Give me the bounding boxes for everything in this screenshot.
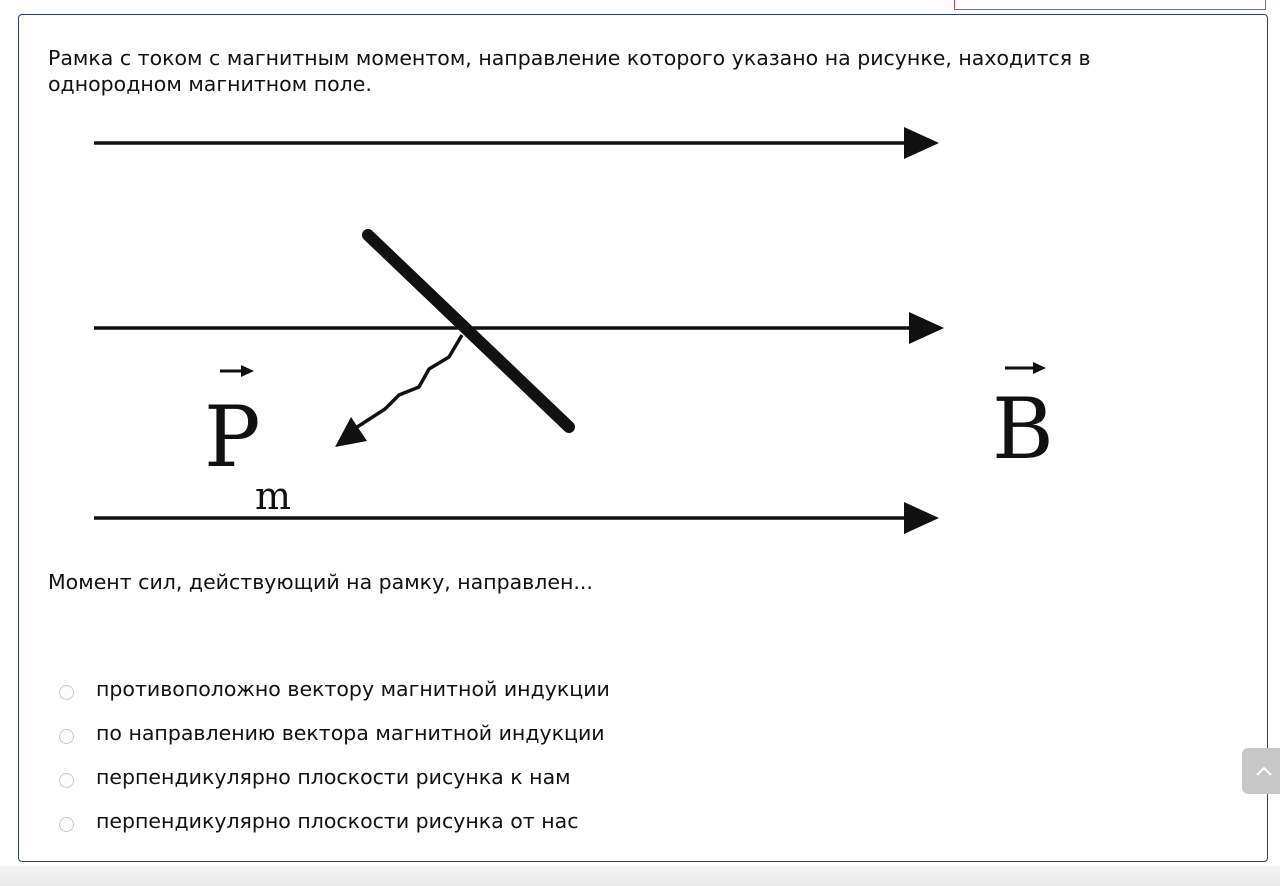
radio-button[interactable]	[59, 685, 74, 700]
question-card	[18, 14, 1268, 862]
moment-label	[204, 365, 291, 518]
answer-option[interactable]	[59, 711, 610, 755]
physics-figure	[89, 125, 1079, 545]
moment-label-letter: P	[204, 388, 261, 486]
moment-vector-arrow	[335, 335, 462, 447]
answer-option-label: перпендикулярно плоскости рисунка от нас	[96, 809, 579, 833]
answer-option[interactable]	[59, 667, 610, 711]
question-text: Рамка с током с магнитным моментом, направление которого указано на рисунке, находится в однородном магнитном поле.	[48, 46, 1091, 96]
field-line-top	[94, 127, 939, 159]
bottom-bar	[0, 866, 1280, 886]
field-label-letter: B	[992, 380, 1054, 478]
answer-option[interactable]	[59, 755, 610, 799]
scroll-to-top-button[interactable]	[1242, 748, 1280, 794]
answer-option-label: перпендикулярно плоскости рисунка к нам	[96, 765, 571, 789]
field-label	[992, 362, 1054, 478]
radio-button[interactable]	[59, 729, 74, 744]
answer-options	[59, 667, 610, 843]
top-header-box	[954, 0, 1266, 10]
answer-option[interactable]	[59, 799, 610, 843]
radio-button[interactable]	[59, 817, 74, 832]
radio-button[interactable]	[59, 773, 74, 788]
answer-option-label: по направлению вектора магнитной индукции	[96, 721, 605, 745]
chevron-up-icon	[1255, 765, 1273, 777]
field-line-bottom	[94, 502, 939, 534]
answer-option-label: противоположно вектору магнитной индукции	[96, 677, 610, 701]
sub-question-text: Момент сил, действующий на рамку, направлен...	[48, 570, 593, 594]
moment-label-subscript: m	[255, 474, 292, 518]
field-line-middle	[94, 312, 944, 344]
